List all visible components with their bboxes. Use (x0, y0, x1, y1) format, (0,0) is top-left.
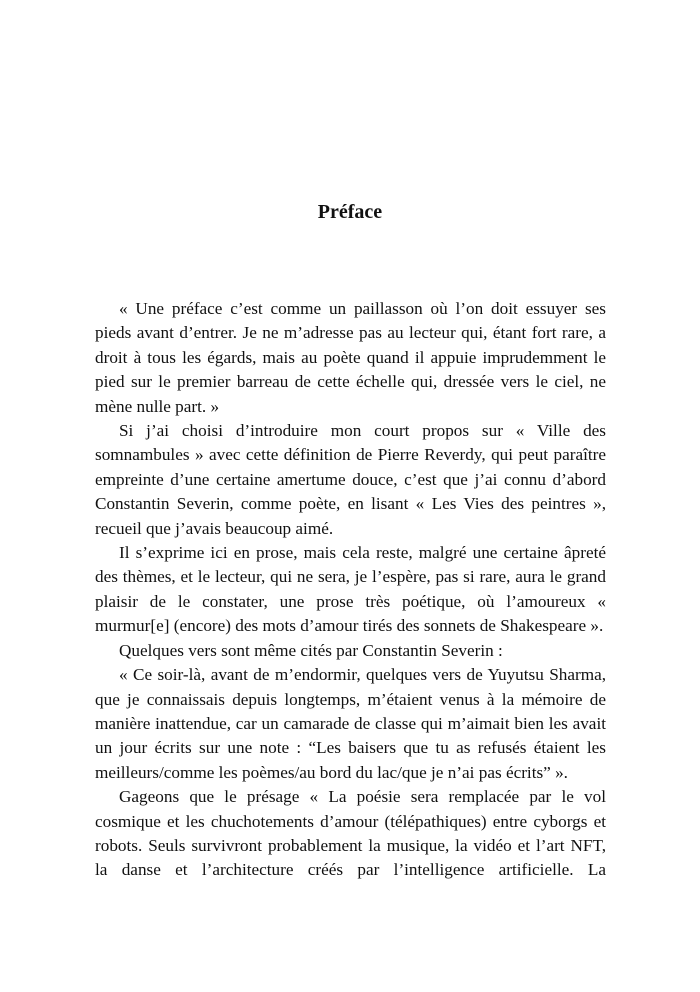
paragraph-verses-intro: Quelques vers sont même cités par Constantin Severin : (119, 640, 503, 660)
paragraph-presage: Gageons que le présage « La poésie sera remplacée par le vol cosmique et les chuchotements d’amour (télépathiques) entre cyborgs et robots. Seuls survivront probablement la musique, la vidéo et l’art NFT, la danse et l’architecture créés par l’intelligence artificielle. La (95, 787, 606, 880)
paragraph-prose: Il s’exprime ici en prose, mais cela reste, malgré une certaine âpreté des thèmes, et le lecteur, qui ne sera, je l’espère, pas si rare, aura le grand plaisir de le constater, une prose très poétique, où l’amoureux « murmur[e] (encore) des mots d’amour tirés des sonnets de Shakespeare ». (95, 543, 606, 636)
paragraph-reverdy-quote: « Une préface c’est comme un paillasson où l’on doit essuyer ses pieds avant d’entrer. Je ne m’adresse pas au lecteur qui, étant fort rare, a droit à tous les égards, mais au poète quand il appuie imprudemment le pied sur le premier barreau de cette échelle qui, dressée vers le ciel, ne mène nulle part. » (95, 299, 606, 416)
page-title: Préface (317, 201, 383, 223)
paragraph-sharma-quote: « Ce soir-là, avant de m’endormir, quelques vers de Yuyutsu Sharma, que je connaissais depuis longtemps, m’étaient venus à la mémoire de manière inattendue, car un camarade de classe qui m’aimait bien les avait un jour écrits sur une note : “Les baisers que tu as refusés étaient les meilleurs/comme les poèmes/au bord du lac/que je n’ai pas écrits” ». (95, 665, 606, 782)
preface-body (95, 297, 606, 883)
paragraph-introduction: Si j’ai choisi d’introduire mon court propos sur « Ville des somnambules » avec cette définition de Pierre Reverdy, qui peut paraître empreinte d’une certaine amertume douce, c’est que j’ai connu d’abord Constantin Severin, comme poète, en lisant « Les Vies des peintres », recueil que j’avais beaucoup aimé. (95, 421, 606, 538)
